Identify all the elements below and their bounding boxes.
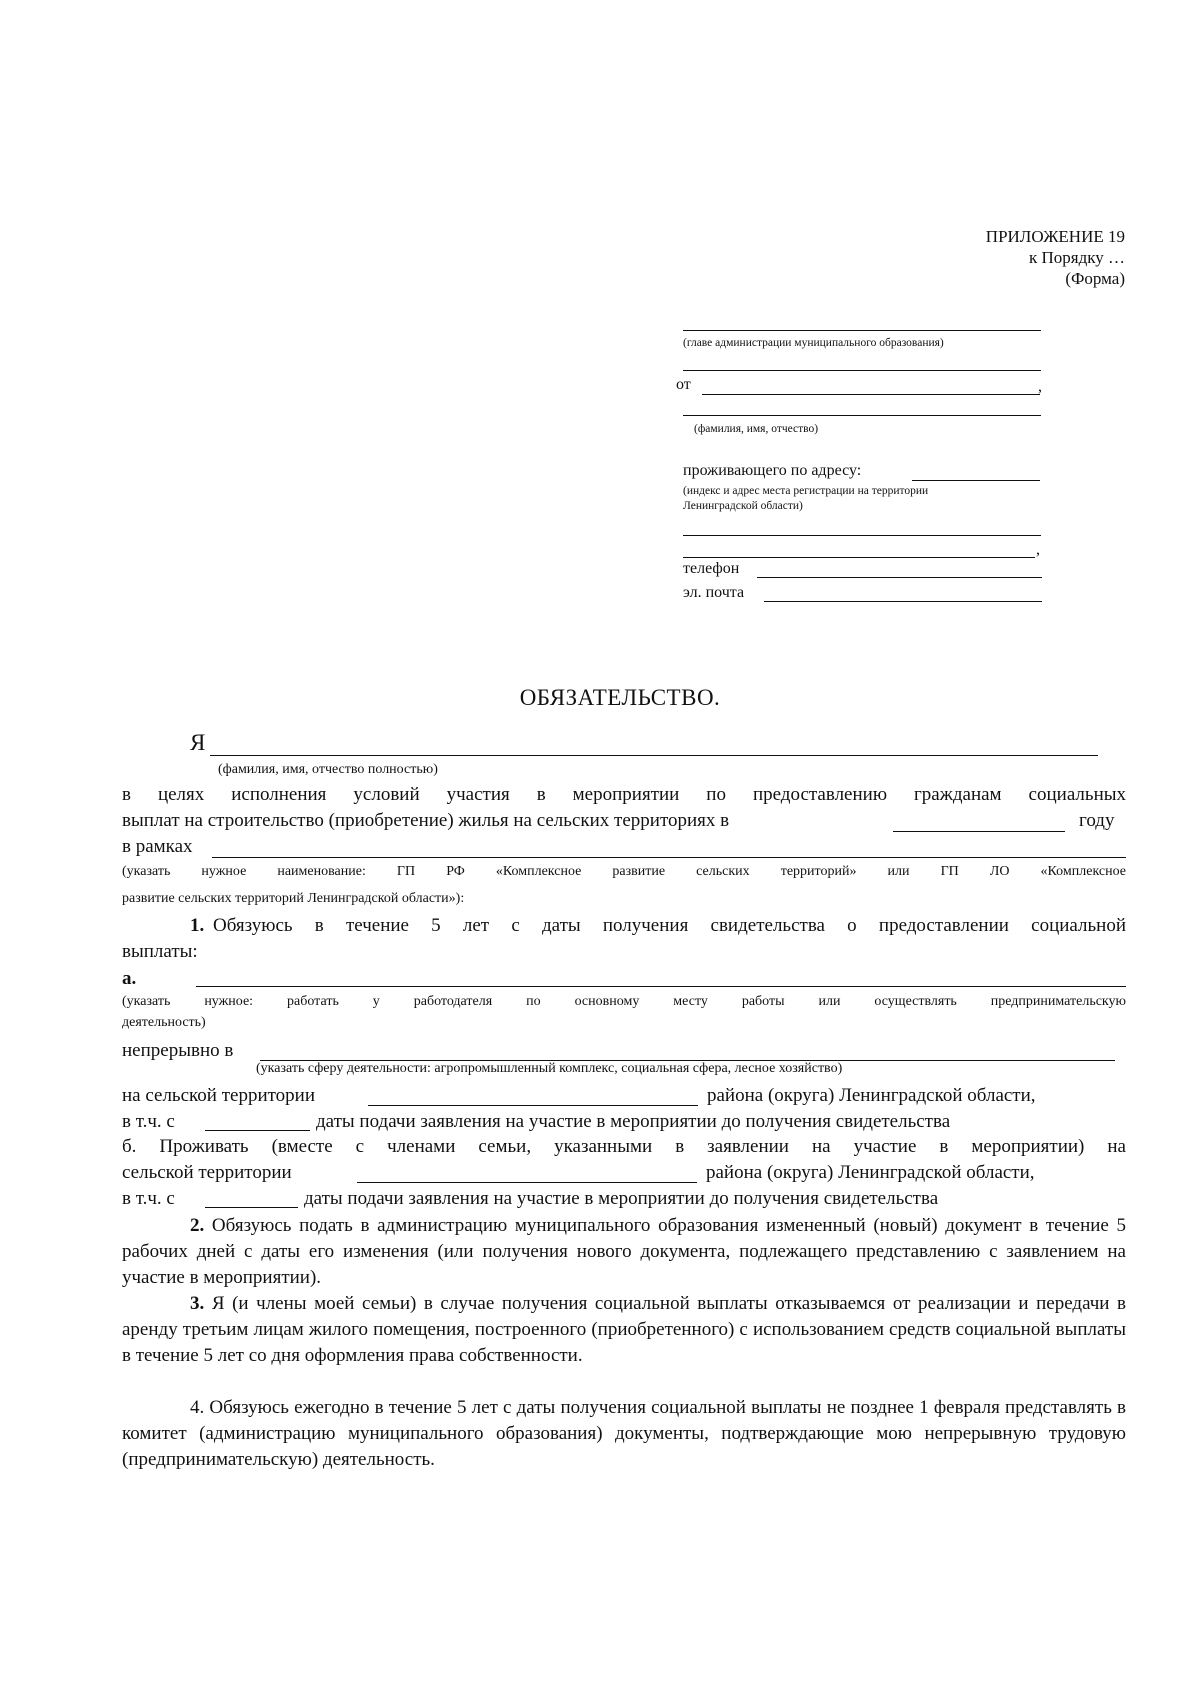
phone-label: телефон [683,560,740,577]
phone-line[interactable] [757,577,1042,578]
i-label: Я [190,730,206,755]
fio-full-caption: (фамилия, имя, отчество полностью) [218,762,438,777]
within-label: в рамках [122,836,193,857]
address-label: проживающего по адресу: [683,462,862,479]
continuous-label: непрерывно в [122,1040,234,1061]
incl-a-label: в т.ч. с [122,1111,175,1132]
point-1-number: 1. [190,915,205,936]
incl-b-tail: даты подачи заявления на участие в мероприятии до получения свидетельства [304,1188,939,1209]
incl-b-date-line[interactable] [205,1207,298,1208]
work-line[interactable] [196,986,1126,987]
fio-full-line[interactable] [210,755,1098,756]
head-caption: (главе администрации муниципального образования) [683,337,944,349]
point-3-number: 3. [190,1293,205,1314]
address-line-2[interactable] [683,535,1041,536]
year-line[interactable] [893,831,1065,832]
appendix-label [986,226,1125,289]
from-line[interactable] [702,394,1040,395]
point-3-text: Я (и члены моей семьи) в случае получения социальной выплаты отказываемся от реализации и передачи в аренду третьим лицам жилого помещения, построенного (приобретенного) с использованием средств социальной выплаты в течение 5 лет со дня оформления права собственности. [122,1293,1127,1366]
address-caption-2: Ленинградской области) [683,500,803,512]
point-2-number: 2. [190,1215,205,1236]
a-label: а. [122,968,137,989]
head-name-line-2[interactable] [683,370,1041,371]
address-comma: , [1036,541,1040,558]
rural-a-label: на сельской территории [122,1085,316,1106]
appendix-reference: к Порядку … [1028,248,1125,267]
rural-a-district-line[interactable] [368,1105,698,1106]
program-line[interactable] [212,857,1126,858]
email-line[interactable] [764,601,1042,602]
intro-line-1: в целях исполнения условий участия в мероприятии по предоставлению гражданам социальных [122,784,1126,805]
appendix-form-note: (Форма) [1065,269,1125,288]
work-caption-1: (указать нужное: работать у работодателя по основному месту работы или осуществлять предпринимательскую [122,994,1126,1009]
rural-b-tail: района (округа) Ленинградской области, [706,1162,1035,1183]
point-2-text: Обязуюсь подать в администрацию муниципального образования измененный (новый) документ в течение 5 рабочих дней с даты его изменения (или получения нового документа, подлежащего представлению с заявлением на участие в мероприятии). [122,1215,1127,1288]
from-comma: , [1038,378,1042,395]
incl-a-date-line[interactable] [205,1130,310,1131]
point-4: 4. Обязуюсь ежегодно в течение 5 лет с даты получения социальной выплаты не позднее 1 февраля представлять в комитет (администрацию муниципального образования) документы, подтверждающие мою непрерывную трудовую (предпринимательскую) деятельность. [122,1397,1126,1470]
address-line-3[interactable] [683,557,1035,558]
incl-a-tail: даты подачи заявления на участие в мероприятии до получения свидетельства [316,1111,951,1132]
address-caption-1: (индекс и адрес места регистрации на территории [683,485,929,497]
rural-b-label: сельской территории [122,1162,292,1183]
point-1-text: Обязуюсь в течение 5 лет с даты получения свидетельства о предоставлении социальной [213,915,1126,936]
point-2 [122,1213,1126,1291]
incl-b-label: в т.ч. с [122,1188,175,1209]
sphere-caption: (указать сферу деятельности: агропромышленный комплекс, социальная сфера, лесное хозяйство) [256,1061,843,1076]
email-label: эл. почта [683,584,745,601]
document-title: ОБЯЗАТЕЛЬСТВО. [519,685,721,710]
work-caption-2: деятельность) [122,1015,206,1030]
from-line-2[interactable] [683,415,1041,416]
b-text: б. Проживать (вместе с членами семьи, указанными в заявлении на участие в мероприятии) на [122,1136,1126,1157]
address-line[interactable] [912,480,1040,481]
program-caption-2: развитие сельских территорий Ленинградской области»): [122,891,465,906]
intro-year: году [1079,810,1115,831]
rural-b-district-line[interactable] [357,1182,697,1183]
fio-caption: (фамилия, имя, отчество) [694,423,819,435]
head-name-line[interactable] [683,330,1041,331]
point-1-text-cont: выплаты: [122,941,198,962]
rural-a-tail: района (округа) Ленинградской области, [707,1085,1036,1106]
from-label: от [676,376,691,393]
appendix-number: ПРИЛОЖЕНИЕ 19 [985,227,1125,246]
program-caption-1: (указать нужное наименование: ГП РФ «Комплексное развитие сельских территорий» или ГП ЛО «Комплексное [122,864,1126,879]
intro-line-2: выплат на строительство (приобретение) жилья на сельских территориях в [122,810,730,831]
point-3 [122,1291,1126,1369]
